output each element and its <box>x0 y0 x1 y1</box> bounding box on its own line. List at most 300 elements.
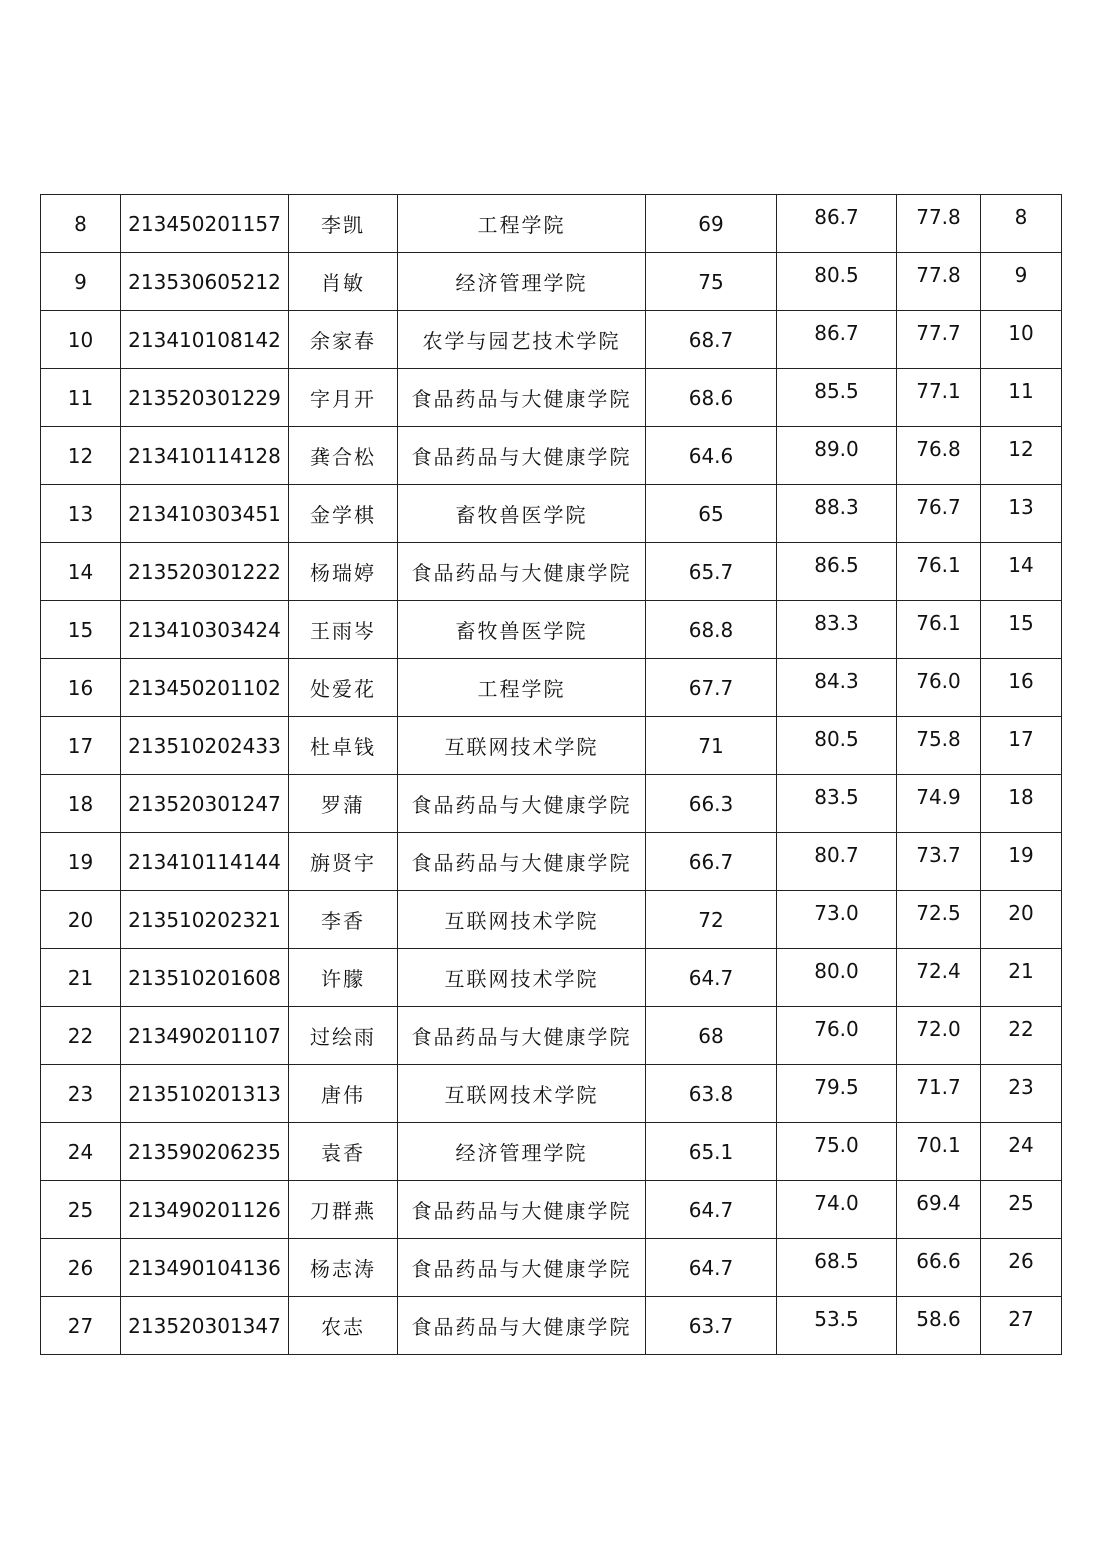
candidate-name-cell <box>289 891 398 949</box>
table-row <box>41 195 1062 253</box>
row-number-cell <box>41 891 121 949</box>
rank-cell <box>981 775 1062 833</box>
total-score-cell-text: 72.4 <box>916 958 961 983</box>
college-cell <box>398 253 646 311</box>
candidate-name-cell <box>289 949 398 1007</box>
total-score-cell-text: 72.5 <box>916 900 961 925</box>
college-cell <box>398 311 646 369</box>
table-row <box>41 1181 1062 1239</box>
rank-cell-text: 27 <box>1008 1306 1034 1331</box>
total-score-cell <box>897 427 981 485</box>
total-score-cell <box>897 1239 981 1297</box>
candidate-id-cell-text: 213410303424 <box>128 617 281 642</box>
college-cell-text: 互联网技术学院 <box>444 735 599 759</box>
total-score-cell-text: 77.8 <box>916 262 961 287</box>
table-row <box>41 543 1062 601</box>
rank-cell-text: 20 <box>1008 900 1034 925</box>
interview-score-cell <box>777 949 897 1007</box>
interview-score-cell-text: 86.5 <box>814 552 859 577</box>
written-score-cell-text: 68 <box>698 1023 724 1048</box>
row-number-cell <box>41 543 121 601</box>
rank-cell <box>981 833 1062 891</box>
written-score-cell <box>646 659 777 717</box>
candidate-id-cell-text: 213490201126 <box>128 1197 281 1222</box>
candidate-id-cell <box>121 311 289 369</box>
candidate-id-cell-text: 213520301347 <box>128 1313 281 1338</box>
candidate-name-cell <box>289 427 398 485</box>
written-score-cell-text: 66.7 <box>688 849 734 874</box>
interview-score-cell-text: 80.5 <box>814 262 859 287</box>
interview-score-cell-text: 80.7 <box>814 842 859 867</box>
written-score-cell <box>646 1239 777 1297</box>
written-score-cell-text: 64.7 <box>688 965 734 990</box>
interview-score-cell-text: 86.7 <box>814 320 859 345</box>
interview-score-cell <box>777 253 897 311</box>
written-score-cell <box>646 253 777 311</box>
table-row <box>41 253 1062 311</box>
candidate-id-cell-text: 213510201313 <box>128 1081 281 1106</box>
candidate-name-cell-text: 字月开 <box>310 387 376 411</box>
interview-score-cell-text: 89.0 <box>814 436 859 461</box>
total-score-cell-text: 76.1 <box>916 552 961 577</box>
candidate-id-cell <box>121 1297 289 1355</box>
candidate-id-cell-text: 213510202321 <box>128 907 281 932</box>
total-score-cell <box>897 833 981 891</box>
candidate-id-cell <box>121 1239 289 1297</box>
college-cell-text: 食品药品与大健康学院 <box>411 561 632 585</box>
candidate-id-cell <box>121 1065 289 1123</box>
interview-score-cell-text: 76.0 <box>814 1016 859 1041</box>
candidate-id-cell-text: 213520301222 <box>128 559 281 584</box>
score-table <box>40 194 1062 1355</box>
written-score-cell <box>646 1065 777 1123</box>
candidate-name-cell-text: 袁香 <box>321 1141 365 1165</box>
table-row <box>41 485 1062 543</box>
row-number-cell <box>41 1239 121 1297</box>
college-cell <box>398 1065 646 1123</box>
candidate-id-cell-text: 213530605212 <box>128 269 281 294</box>
interview-score-cell <box>777 891 897 949</box>
college-cell <box>398 543 646 601</box>
college-cell-text: 工程学院 <box>477 677 566 701</box>
row-number-cell <box>41 195 121 253</box>
candidate-id-cell-text: 213490104136 <box>128 1255 281 1280</box>
candidate-name-cell <box>289 1297 398 1355</box>
rank-cell <box>981 1007 1062 1065</box>
college-cell-text: 食品药品与大健康学院 <box>411 1257 632 1281</box>
written-score-cell <box>646 427 777 485</box>
row-number-cell-text: 20 <box>67 907 94 932</box>
total-score-cell <box>897 1065 981 1123</box>
total-score-cell <box>897 1007 981 1065</box>
college-cell-text: 工程学院 <box>477 213 566 237</box>
rank-cell-text: 8 <box>1014 204 1028 229</box>
row-number-cell <box>41 949 121 1007</box>
written-score-cell-text: 67.7 <box>688 675 734 700</box>
total-score-cell <box>897 1123 981 1181</box>
rank-cell <box>981 1297 1062 1355</box>
written-score-cell-text: 75 <box>698 269 724 294</box>
rank-cell <box>981 1239 1062 1297</box>
college-cell <box>398 195 646 253</box>
written-score-cell-text: 63.7 <box>688 1313 734 1338</box>
row-number-cell-text: 8 <box>74 211 87 236</box>
table-row <box>41 601 1062 659</box>
candidate-id-cell <box>121 949 289 1007</box>
written-score-cell <box>646 833 777 891</box>
candidate-id-cell-text: 213590206235 <box>128 1139 281 1164</box>
total-score-cell-text: 76.8 <box>916 436 961 461</box>
candidate-id-cell <box>121 195 289 253</box>
candidate-name-cell <box>289 775 398 833</box>
table-row <box>41 775 1062 833</box>
total-score-cell <box>897 1181 981 1239</box>
college-cell <box>398 485 646 543</box>
total-score-cell <box>897 775 981 833</box>
total-score-cell-text: 70.1 <box>916 1132 961 1157</box>
rank-cell-text: 24 <box>1008 1132 1034 1157</box>
written-score-cell <box>646 775 777 833</box>
interview-score-cell-text: 84.3 <box>814 668 859 693</box>
written-score-cell-text: 64.7 <box>688 1197 734 1222</box>
candidate-name-cell-text: 龚合松 <box>310 445 376 469</box>
row-number-cell-text: 9 <box>74 269 87 294</box>
college-cell-text: 食品药品与大健康学院 <box>411 445 632 469</box>
row-number-cell-text: 23 <box>67 1081 94 1106</box>
written-score-cell <box>646 891 777 949</box>
candidate-name-cell-text: 刀群燕 <box>310 1199 376 1223</box>
total-score-cell-text: 73.7 <box>916 842 961 867</box>
college-cell-text: 食品药品与大健康学院 <box>411 793 632 817</box>
total-score-cell <box>897 1297 981 1355</box>
rank-cell-text: 13 <box>1008 494 1034 519</box>
written-score-cell-text: 64.7 <box>688 1255 734 1280</box>
written-score-cell <box>646 195 777 253</box>
interview-score-cell-text: 73.0 <box>814 900 859 925</box>
college-cell <box>398 949 646 1007</box>
table-row <box>41 311 1062 369</box>
table-row <box>41 1065 1062 1123</box>
row-number-cell-text: 25 <box>67 1197 94 1222</box>
table-body <box>41 195 1062 1355</box>
row-number-cell-text: 12 <box>67 443 94 468</box>
rank-cell <box>981 253 1062 311</box>
row-number-cell <box>41 253 121 311</box>
candidate-id-cell-text: 213410303451 <box>128 501 281 526</box>
row-number-cell-text: 10 <box>67 327 94 352</box>
college-cell-text: 农学与园艺技术学院 <box>422 329 621 353</box>
candidate-name-cell <box>289 659 398 717</box>
interview-score-cell <box>777 1007 897 1065</box>
interview-score-cell <box>777 775 897 833</box>
total-score-cell <box>897 311 981 369</box>
candidate-name-cell-text: 许朦 <box>321 967 365 991</box>
rank-cell <box>981 717 1062 775</box>
total-score-cell-text: 76.1 <box>916 610 961 635</box>
rank-cell-text: 17 <box>1008 726 1034 751</box>
interview-score-cell <box>777 1297 897 1355</box>
table-row <box>41 369 1062 427</box>
candidate-name-cell-text: 罗蒲 <box>321 793 365 817</box>
candidate-id-cell <box>121 1181 289 1239</box>
total-score-cell-text: 58.6 <box>916 1306 961 1331</box>
interview-score-cell-text: 68.5 <box>814 1248 859 1273</box>
rank-cell <box>981 949 1062 1007</box>
row-number-cell <box>41 485 121 543</box>
candidate-name-cell <box>289 1065 398 1123</box>
college-cell <box>398 369 646 427</box>
written-score-cell <box>646 485 777 543</box>
total-score-cell <box>897 659 981 717</box>
row-number-cell-text: 22 <box>67 1023 94 1048</box>
row-number-cell <box>41 833 121 891</box>
table-row <box>41 1239 1062 1297</box>
college-cell-text: 互联网技术学院 <box>444 1083 599 1107</box>
rank-cell-text: 22 <box>1008 1016 1034 1041</box>
candidate-name-cell-text: 处爱花 <box>310 677 376 701</box>
candidate-name-cell <box>289 601 398 659</box>
written-score-cell-text: 68.7 <box>688 327 734 352</box>
rank-cell-text: 9 <box>1014 262 1028 287</box>
rank-cell <box>981 891 1062 949</box>
candidate-id-cell-text: 213520301229 <box>128 385 281 410</box>
rank-cell <box>981 543 1062 601</box>
interview-score-cell <box>777 427 897 485</box>
interview-score-cell <box>777 543 897 601</box>
college-cell-text: 食品药品与大健康学院 <box>411 1315 632 1339</box>
interview-score-cell <box>777 485 897 543</box>
total-score-cell-text: 69.4 <box>916 1190 961 1215</box>
college-cell-text: 食品药品与大健康学院 <box>411 1025 632 1049</box>
rank-cell-text: 26 <box>1008 1248 1034 1273</box>
written-score-cell-text: 64.6 <box>688 443 734 468</box>
written-score-cell <box>646 311 777 369</box>
rank-cell <box>981 601 1062 659</box>
rank-cell-text: 11 <box>1008 378 1034 403</box>
college-cell-text: 食品药品与大健康学院 <box>411 387 632 411</box>
row-number-cell <box>41 1181 121 1239</box>
row-number-cell-text: 19 <box>67 849 94 874</box>
row-number-cell-text: 21 <box>67 965 94 990</box>
written-score-cell <box>646 369 777 427</box>
college-cell-text: 经济管理学院 <box>455 1141 588 1165</box>
rank-cell <box>981 485 1062 543</box>
candidate-name-cell-text: 过绘雨 <box>310 1025 376 1049</box>
rank-cell-text: 15 <box>1008 610 1034 635</box>
total-score-cell <box>897 253 981 311</box>
candidate-id-cell-text: 213490201107 <box>128 1023 281 1048</box>
total-score-cell <box>897 949 981 1007</box>
rank-cell <box>981 369 1062 427</box>
college-cell <box>398 1007 646 1065</box>
row-number-cell-text: 27 <box>67 1313 94 1338</box>
interview-score-cell-text: 74.0 <box>814 1190 859 1215</box>
college-cell <box>398 659 646 717</box>
written-score-cell <box>646 601 777 659</box>
candidate-name-cell <box>289 253 398 311</box>
rank-cell-text: 10 <box>1008 320 1034 345</box>
written-score-cell <box>646 1007 777 1065</box>
candidate-name-cell-text: 唐伟 <box>321 1083 365 1107</box>
rank-cell-text: 12 <box>1008 436 1034 461</box>
written-score-cell-text: 69 <box>698 211 724 236</box>
candidate-id-cell <box>121 543 289 601</box>
rank-cell-text: 16 <box>1008 668 1034 693</box>
table-row <box>41 949 1062 1007</box>
college-cell-text: 经济管理学院 <box>455 271 588 295</box>
interview-score-cell <box>777 195 897 253</box>
candidate-name-cell-text: 农志 <box>321 1315 365 1339</box>
candidate-id-cell-text: 213410108142 <box>128 327 281 352</box>
candidate-id-cell <box>121 253 289 311</box>
rank-cell-text: 25 <box>1008 1190 1034 1215</box>
total-score-cell <box>897 369 981 427</box>
row-number-cell <box>41 1123 121 1181</box>
candidate-id-cell <box>121 891 289 949</box>
interview-score-cell-text: 86.7 <box>814 204 859 229</box>
candidate-id-cell-text: 213410114144 <box>128 849 281 874</box>
rank-cell <box>981 311 1062 369</box>
total-score-cell-text: 71.7 <box>916 1074 961 1099</box>
row-number-cell-text: 26 <box>67 1255 94 1280</box>
row-number-cell <box>41 601 121 659</box>
candidate-id-cell <box>121 369 289 427</box>
candidate-name-cell <box>289 1181 398 1239</box>
total-score-cell-text: 75.8 <box>916 726 961 751</box>
table-row <box>41 891 1062 949</box>
college-cell <box>398 601 646 659</box>
total-score-cell <box>897 601 981 659</box>
total-score-cell <box>897 195 981 253</box>
row-number-cell <box>41 1065 121 1123</box>
interview-score-cell <box>777 717 897 775</box>
table-row <box>41 1297 1062 1355</box>
row-number-cell-text: 14 <box>67 559 94 584</box>
rank-cell-text: 19 <box>1008 842 1034 867</box>
written-score-cell-text: 72 <box>698 907 724 932</box>
candidate-id-cell <box>121 833 289 891</box>
written-score-cell-text: 71 <box>698 733 724 758</box>
row-number-cell <box>41 369 121 427</box>
row-number-cell-text: 24 <box>67 1139 94 1164</box>
interview-score-cell <box>777 833 897 891</box>
row-number-cell <box>41 1297 121 1355</box>
interview-score-cell <box>777 601 897 659</box>
candidate-name-cell <box>289 195 398 253</box>
row-number-cell-text: 15 <box>67 617 94 642</box>
written-score-cell-text: 63.8 <box>688 1081 734 1106</box>
total-score-cell-text: 66.6 <box>916 1248 961 1273</box>
college-cell <box>398 717 646 775</box>
candidate-id-cell <box>121 1007 289 1065</box>
college-cell-text: 食品药品与大健康学院 <box>411 1199 632 1223</box>
total-score-cell-text: 77.1 <box>916 378 961 403</box>
written-score-cell <box>646 717 777 775</box>
candidate-id-cell-text: 213410114128 <box>128 443 281 468</box>
candidate-name-cell-text: 李凯 <box>321 213 365 237</box>
candidate-name-cell <box>289 543 398 601</box>
rank-cell <box>981 427 1062 485</box>
candidate-id-cell-text: 213450201157 <box>128 211 281 236</box>
interview-score-cell <box>777 1181 897 1239</box>
rank-cell <box>981 1123 1062 1181</box>
college-cell <box>398 1297 646 1355</box>
candidate-name-cell-text: 余家春 <box>310 329 376 353</box>
written-score-cell-text: 66.3 <box>688 791 734 816</box>
candidate-name-cell <box>289 1123 398 1181</box>
college-cell <box>398 775 646 833</box>
candidate-name-cell-text: 李香 <box>321 909 365 933</box>
candidate-name-cell <box>289 1239 398 1297</box>
college-cell-text: 畜牧兽医学院 <box>455 619 588 643</box>
candidate-name-cell <box>289 717 398 775</box>
rank-cell <box>981 1181 1062 1239</box>
candidate-id-cell <box>121 427 289 485</box>
interview-score-cell <box>777 1239 897 1297</box>
total-score-cell <box>897 543 981 601</box>
total-score-cell-text: 76.7 <box>916 494 961 519</box>
interview-score-cell-text: 80.5 <box>814 726 859 751</box>
college-cell <box>398 1181 646 1239</box>
college-cell <box>398 891 646 949</box>
college-cell <box>398 1123 646 1181</box>
college-cell <box>398 1239 646 1297</box>
candidate-id-cell <box>121 717 289 775</box>
row-number-cell <box>41 659 121 717</box>
college-cell-text: 畜牧兽医学院 <box>455 503 588 527</box>
college-cell <box>398 427 646 485</box>
interview-score-cell <box>777 1065 897 1123</box>
total-score-cell-text: 77.7 <box>916 320 961 345</box>
candidate-id-cell-text: 213450201102 <box>128 675 281 700</box>
candidate-name-cell <box>289 311 398 369</box>
total-score-cell <box>897 485 981 543</box>
college-cell-text: 互联网技术学院 <box>444 967 599 991</box>
row-number-cell-text: 16 <box>67 675 94 700</box>
total-score-cell-text: 74.9 <box>916 784 961 809</box>
college-cell-text: 食品药品与大健康学院 <box>411 851 632 875</box>
total-score-cell-text: 76.0 <box>916 668 961 693</box>
written-score-cell-text: 65 <box>698 501 724 526</box>
interview-score-cell <box>777 311 897 369</box>
candidate-id-cell <box>121 659 289 717</box>
candidate-name-cell-text: 旃贤宇 <box>310 851 376 875</box>
row-number-cell-text: 17 <box>67 733 94 758</box>
table-row <box>41 833 1062 891</box>
rank-cell-text: 18 <box>1008 784 1034 809</box>
written-score-cell <box>646 1123 777 1181</box>
interview-score-cell-text: 53.5 <box>814 1306 859 1331</box>
rank-cell-text: 23 <box>1008 1074 1034 1099</box>
interview-score-cell-text: 83.3 <box>814 610 859 635</box>
rank-cell <box>981 1065 1062 1123</box>
row-number-cell-text: 11 <box>67 385 94 410</box>
candidate-id-cell <box>121 485 289 543</box>
candidate-name-cell <box>289 1007 398 1065</box>
rank-cell-text: 14 <box>1008 552 1034 577</box>
candidate-id-cell-text: 213510201608 <box>128 965 281 990</box>
candidate-name-cell-text: 杜卓钱 <box>310 735 376 759</box>
total-score-cell-text: 77.8 <box>916 204 961 229</box>
written-score-cell <box>646 543 777 601</box>
written-score-cell-text: 68.6 <box>688 385 734 410</box>
candidate-name-cell-text: 肖敏 <box>321 271 365 295</box>
candidate-name-cell-text: 杨瑞婷 <box>310 561 376 585</box>
rank-cell <box>981 659 1062 717</box>
candidate-name-cell <box>289 485 398 543</box>
written-score-cell-text: 65.1 <box>688 1139 734 1164</box>
row-number-cell-text: 18 <box>67 791 94 816</box>
